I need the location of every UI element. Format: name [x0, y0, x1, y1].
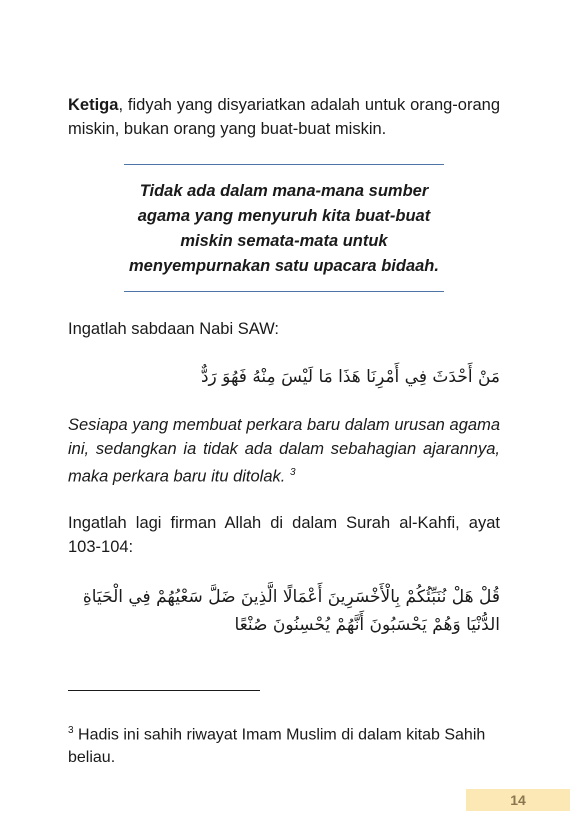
quote-line: menyempurnakan satu upacara bidaah. — [129, 257, 439, 275]
quote-line: agama yang menyuruh kita buat-buat — [137, 207, 431, 225]
hadith-translation — [68, 413, 500, 489]
paragraph-lead: Ketiga — [68, 96, 119, 114]
hadith-arabic: مَنْ أَحْدَثَ فِي أَمْرِنَا هَذَا مَا لَيْسَ مِنْهُ فَهُوَ رَدٌّ — [200, 367, 500, 387]
footnote-number: 3 — [68, 725, 74, 736]
paragraph-firman: Ingatlah lagi firman Allah di dalam Surah al-Kahfi, ayat 103-104: — [68, 514, 500, 556]
quote-line: Tidak ada dalam mana-mana sumber — [139, 182, 429, 200]
footnote-text: Hadis ini sahih riwayat Imam Muslim di dalam kitab Sahih beliau. — [68, 726, 486, 767]
quote-line: miskin semata-mata untuk — [180, 232, 388, 250]
quote-rule-top — [124, 164, 444, 165]
paragraph-ketiga — [68, 93, 500, 141]
quote-rule-bottom — [124, 291, 444, 292]
ayat-arabic: قُلْ هَلْ نُنَبِّئُكُمْ بِالْأَخْسَرِينَ أَعْمَالًا الَّذِينَ ضَلَّ سَعْيُهُمْ فِي الْحَيَاةِ الدُّنْيَا وَهُمْ يَحْسَبُونَ أَنَّهُمْ يُحْسِنُونَ صُنْعًا — [82, 587, 500, 635]
paragraph-sabdaan: Ingatlah sabdaan Nabi SAW: — [68, 320, 279, 338]
page-number: 14 — [466, 789, 570, 811]
paragraph-text: , fidyah yang disyariatkan adalah untuk orang-orang miskin, bukan orang yang buat-buat miskin. — [68, 96, 500, 138]
footnote-divider — [68, 690, 260, 691]
footnote — [68, 719, 488, 769]
pull-quote — [124, 179, 444, 279]
translation-text: Sesiapa yang membuat perkara baru dalam urusan agama ini, sedangkan ia tidak ada dalam sebahagian ajarannya, maka perkara baru itu ditolak. — [68, 416, 500, 486]
footnote-reference[interactable]: 3 — [289, 467, 296, 478]
